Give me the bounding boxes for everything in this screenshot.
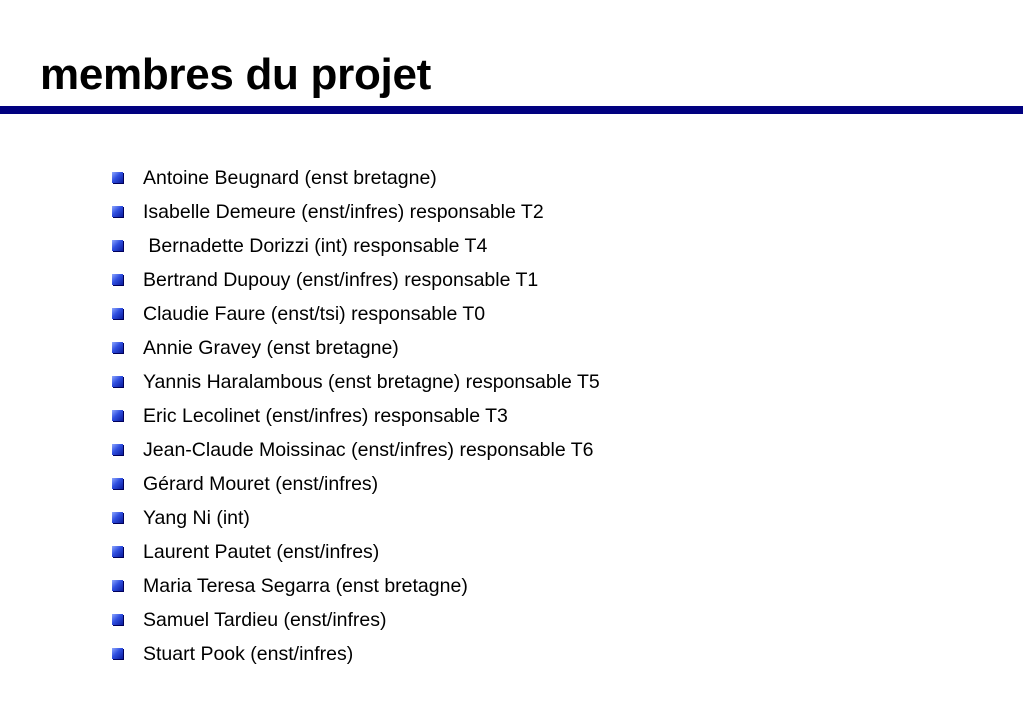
member-name: Claudie Faure (enst/tsi) responsable T0	[143, 303, 486, 325]
square-bullet-icon	[112, 444, 123, 455]
slide-title: membres du projet	[40, 50, 431, 99]
member-name: Bernadette Dorizzi (int) responsable T4	[143, 235, 488, 257]
member-name: Annie Gravey (enst bretagne)	[143, 337, 399, 359]
member-name: Eric Lecolinet (enst/infres) responsable T3	[143, 405, 508, 427]
member-name: Stuart Pook (enst/infres)	[143, 643, 354, 665]
member-name: Gérard Mouret (enst/infres)	[143, 473, 379, 495]
member-name: Samuel Tardieu (enst/infres)	[143, 609, 387, 631]
square-bullet-icon	[112, 376, 123, 387]
member-name: Isabelle Demeure (enst/infres) responsable T2	[143, 201, 544, 223]
square-bullet-icon	[112, 580, 123, 591]
square-bullet-icon	[112, 478, 123, 489]
square-bullet-icon	[112, 410, 123, 421]
square-bullet-icon	[112, 342, 123, 353]
member-name: Yannis Haralambous (enst bretagne) responsable T5	[143, 371, 600, 393]
member-name: Jean-Claude Moissinac (enst/infres) responsable T6	[143, 439, 594, 461]
title-rule	[0, 106, 1023, 114]
square-bullet-icon	[112, 274, 123, 285]
member-name: Laurent Pautet (enst/infres)	[143, 541, 380, 563]
square-bullet-icon	[112, 546, 123, 557]
member-name: Maria Teresa Segarra (enst bretagne)	[143, 575, 468, 597]
square-bullet-icon	[112, 648, 123, 659]
member-name: Antoine Beugnard (enst bretagne)	[143, 167, 437, 189]
square-bullet-icon	[112, 240, 123, 251]
square-bullet-icon	[112, 206, 123, 217]
member-name: Bertrand Dupouy (enst/infres) responsable T1	[143, 269, 539, 291]
square-bullet-icon	[112, 614, 123, 625]
member-name: Yang Ni (int)	[143, 507, 250, 529]
square-bullet-icon	[112, 172, 123, 183]
square-bullet-icon	[112, 308, 123, 319]
square-bullet-icon	[112, 512, 123, 523]
